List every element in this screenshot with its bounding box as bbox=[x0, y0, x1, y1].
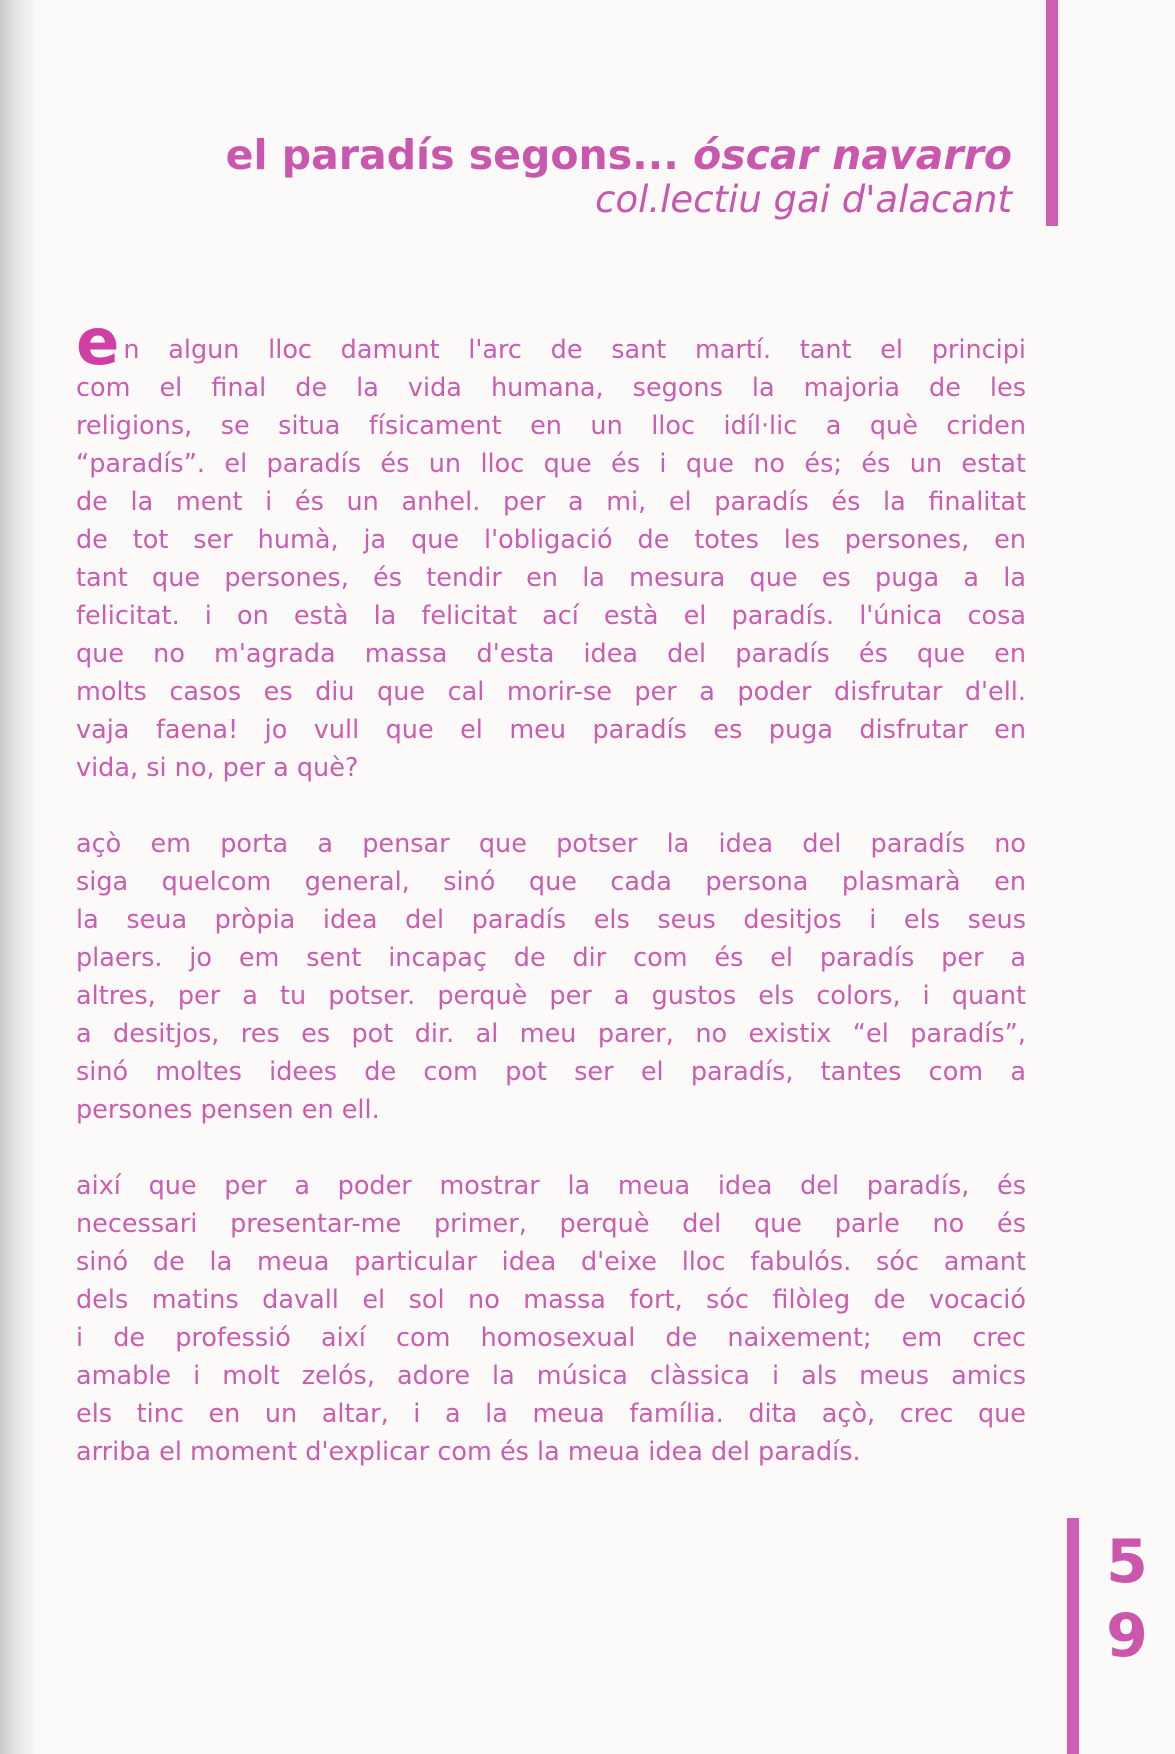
body-line: els tinc en un altar, i a la meua família. dita açò, crec que bbox=[76, 1399, 1026, 1429]
body-line: necessari presentar-me primer, perquè del que parle no és bbox=[76, 1209, 1026, 1239]
header-accent-bar bbox=[1046, 0, 1058, 226]
page-number-digit: 9 bbox=[1106, 1601, 1148, 1671]
body-line: felicitat. i on està la felicitat ací està el paradís. l'única cosa bbox=[76, 601, 1026, 631]
article-body bbox=[76, 306, 1026, 1509]
article-title bbox=[100, 130, 1012, 180]
body-line: com el final de la vida humana, segons la majoria de les bbox=[76, 373, 1026, 403]
paragraph-2 bbox=[76, 825, 1026, 1129]
article-subtitle: col.lectiu gai d'alacant bbox=[595, 178, 1012, 221]
body-line: que no m'agrada massa d'esta idea del paradís és que en bbox=[76, 639, 1026, 669]
body-line: “paradís”. el paradís és un lloc que és i que no és; és un estat bbox=[76, 449, 1026, 479]
drop-cap: e bbox=[76, 306, 120, 380]
page-number-accent-bar bbox=[1067, 1518, 1079, 1754]
body-line: vaja faena! jo vull que el meu paradís es puga disfrutar en bbox=[76, 715, 1026, 745]
body-line: arriba el moment d'explicar com és la meua idea del paradís. bbox=[76, 1437, 861, 1467]
body-line: amable i molt zelós, adore la música clàssica i als meus amics bbox=[76, 1361, 1026, 1391]
page-number bbox=[1094, 1525, 1160, 1673]
body-line: de tot ser humà, ja que l'obligació de totes les persones, en bbox=[76, 525, 1026, 555]
body-line: i de professió així com homosexual de naixement; em crec bbox=[76, 1323, 1026, 1353]
paragraph-1 bbox=[76, 306, 1026, 787]
body-line: de la ment i és un anhel. per a mi, el paradís és la finalitat bbox=[76, 487, 1026, 517]
body-line: la seua pròpia idea del paradís els seus desitjos i els seus bbox=[76, 905, 1026, 935]
body-line: siga quelcom general, sinó que cada persona plasmarà en bbox=[76, 867, 1026, 897]
title-author: óscar navarro bbox=[693, 131, 1012, 179]
body-line bbox=[76, 306, 1026, 380]
body-line-text: n algun lloc damunt l'arc de sant martí. tant el principi bbox=[123, 335, 1026, 365]
body-line: religions, se situa físicament en un lloc idíl·lic a què criden bbox=[76, 411, 1026, 441]
body-line: altres, per a tu potser. perquè per a gustos els colors, i quant bbox=[76, 981, 1026, 1011]
title-main: el paradís segons... bbox=[225, 131, 694, 179]
page-number-digit: 5 bbox=[1106, 1527, 1148, 1597]
body-line: açò em porta a pensar que potser la idea del paradís no bbox=[76, 829, 1026, 859]
body-line: tant que persones, és tendir en la mesura que es puga a la bbox=[76, 563, 1026, 593]
paragraph-3 bbox=[76, 1167, 1026, 1471]
body-line: vida, si no, per a què? bbox=[76, 753, 359, 783]
body-line: sinó moltes idees de com pot ser el paradís, tantes com a bbox=[76, 1057, 1026, 1087]
body-line: dels matins davall el sol no massa fort, sóc filòleg de vocació bbox=[76, 1285, 1026, 1315]
body-line: a desitjos, res es pot dir. al meu parer, no existix “el paradís”, bbox=[76, 1019, 1026, 1049]
binding-gutter-shadow bbox=[0, 0, 34, 1754]
body-line: molts casos es diu que cal morir-se per a poder disfrutar d'ell. bbox=[76, 677, 1026, 707]
body-line: plaers. jo em sent incapaç de dir com és el paradís per a bbox=[76, 943, 1026, 973]
body-line: persones pensen en ell. bbox=[76, 1095, 380, 1125]
body-line: així que per a poder mostrar la meua idea del paradís, és bbox=[76, 1171, 1026, 1201]
body-line: sinó de la meua particular idea d'eixe lloc fabulós. sóc amant bbox=[76, 1247, 1026, 1277]
